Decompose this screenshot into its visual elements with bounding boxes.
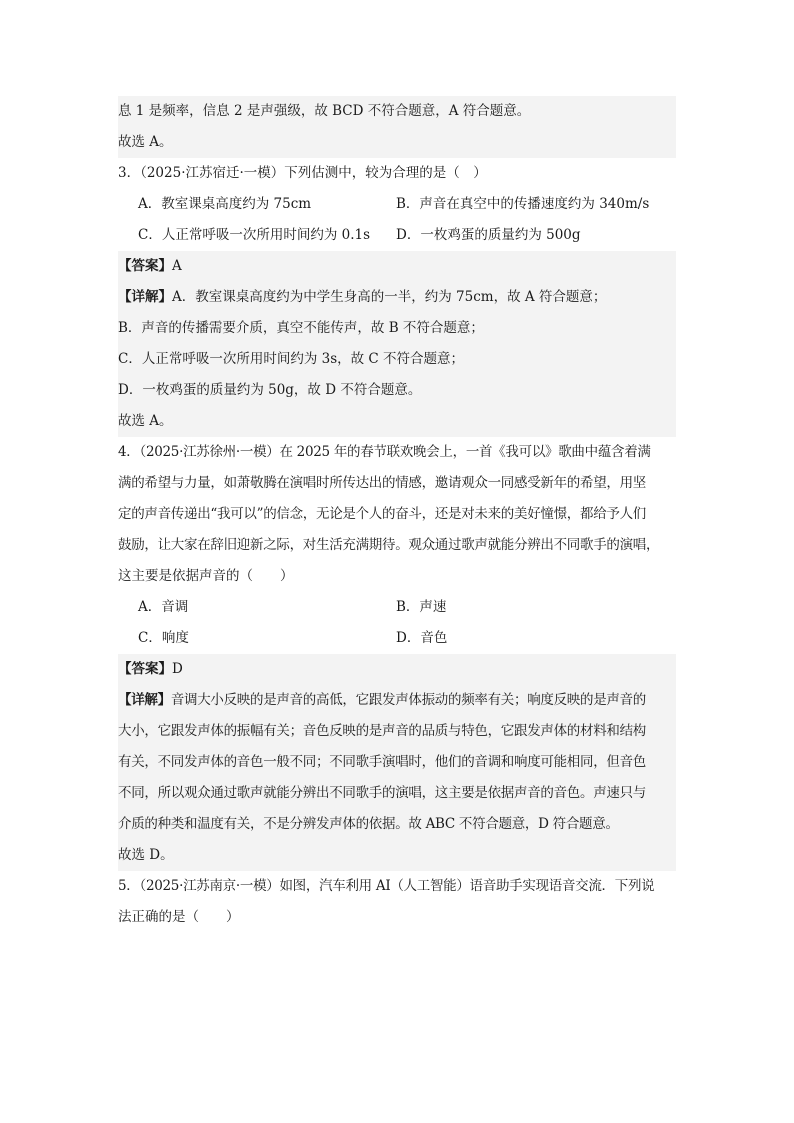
answer-tag: 【答案】	[118, 258, 172, 274]
question-4-stem: 4．（2025·江苏徐州·一模）在 2025 年的春节联欢晚会上，一首《我可以》歌曲中蕴含着满	[118, 444, 651, 460]
question-4-stem: 这主要是依据声音的（ ）	[118, 568, 294, 584]
explanation-line: 介质的种类和温度有关，不是分辨发声体的依据。故 ABC 不符合题意，D 符合题意。	[118, 809, 676, 840]
option-b: B．声音在真空中的传播速度约为 340m/s	[396, 196, 650, 212]
answer-tag: 【答案】	[118, 661, 172, 677]
explanation-tag: 【详解】	[118, 289, 172, 305]
option-a: A．音调	[138, 599, 189, 615]
answer-line	[118, 251, 676, 282]
option-c: C．人正常呼吸一次所用时间约为 0.1s	[138, 227, 371, 243]
question-3-stem: 3．（2025·江苏宿迁·一模）下列估测中，较为合理的是（ ）	[118, 165, 487, 181]
question-4-options-row-1	[118, 592, 676, 623]
explanation-tag: 【详解】	[118, 692, 171, 708]
text-line: 故选 A。	[118, 127, 676, 158]
document-body	[118, 96, 676, 933]
option-d: D．音色	[396, 630, 448, 646]
explanation-line: 有关，不同发声体的音色一般不同；不同歌手演唱时，他们的音调和响度可能相同，但音色	[118, 747, 676, 778]
answer-value: D	[172, 661, 183, 677]
option-d: D．一枚鸡蛋的质量约为 500g	[396, 227, 581, 243]
option-c: C．响度	[138, 630, 189, 646]
question-3-options-row-2	[118, 220, 676, 251]
option-a: A．教室课桌高度约为 75cm	[138, 196, 312, 212]
question-3-options-row-1	[118, 189, 676, 220]
explanation-line: 不同，所以观众通过歌声就能分辨出不同歌手的演唱，这主要是依据声音的音色。声速只与	[118, 778, 676, 809]
text-line: 息 1 是频率，信息 2 是声强级，故 BCD 不符合题意，A 符合题意。	[118, 96, 676, 127]
question-4-options-row-2	[118, 623, 676, 654]
explanation-line: D．一枚鸡蛋的质量约为 50g，故 D 不符合题意。	[118, 375, 676, 406]
answer-line	[118, 654, 676, 685]
explanation-text: 音调大小反映的是声音的高低，它跟发声体振动的频率有关；响度反映的是声音的	[170, 692, 647, 708]
question-4-stem: 满的希望与力量，如萧敬腾在演唱时所传达出的情感，邀请观众一同感受新年的希望，用坚	[118, 475, 646, 491]
selection-line: 故选 D。	[118, 840, 676, 871]
explanation-line: B．声音的传播需要介质，真空不能传声，故 B 不符合题意；	[118, 313, 676, 344]
explanation-line: C．人正常呼吸一次所用时间约为 3s，故 C 不符合题意；	[118, 344, 676, 375]
explanation-line	[118, 282, 676, 313]
selection-line: 故选 A。	[118, 406, 676, 437]
question-5-stem: 5．（2025·江苏南京·一模）如图，汽车利用 AI（人工智能）语音助手实现语音交流．下列说	[118, 878, 655, 894]
question-4-stem: 鼓励，让大家在辞旧迎新之际，对生活充满期待。观众通过歌声就能分辨出不同歌手的演唱，	[118, 537, 660, 553]
option-b: B．声速	[396, 599, 447, 615]
answer-value: A	[172, 258, 182, 274]
question-5-stem: 法正确的是（ ）	[118, 909, 240, 925]
explanation-text: A．教室课桌高度约为中学生身高的一半，约为 75cm，故 A 符合题意；	[172, 289, 607, 305]
question-4-stem: 定的声音传递出“我可以”的信念，无论是个人的奋斗，还是对未来的美好憧憬，都给予人们	[118, 506, 647, 522]
explanation-line: 大小，它跟发声体的振幅有关；音色反映的是声音的品质与特色，它跟发声体的材料和结构	[118, 716, 676, 747]
explanation-line	[118, 685, 676, 716]
